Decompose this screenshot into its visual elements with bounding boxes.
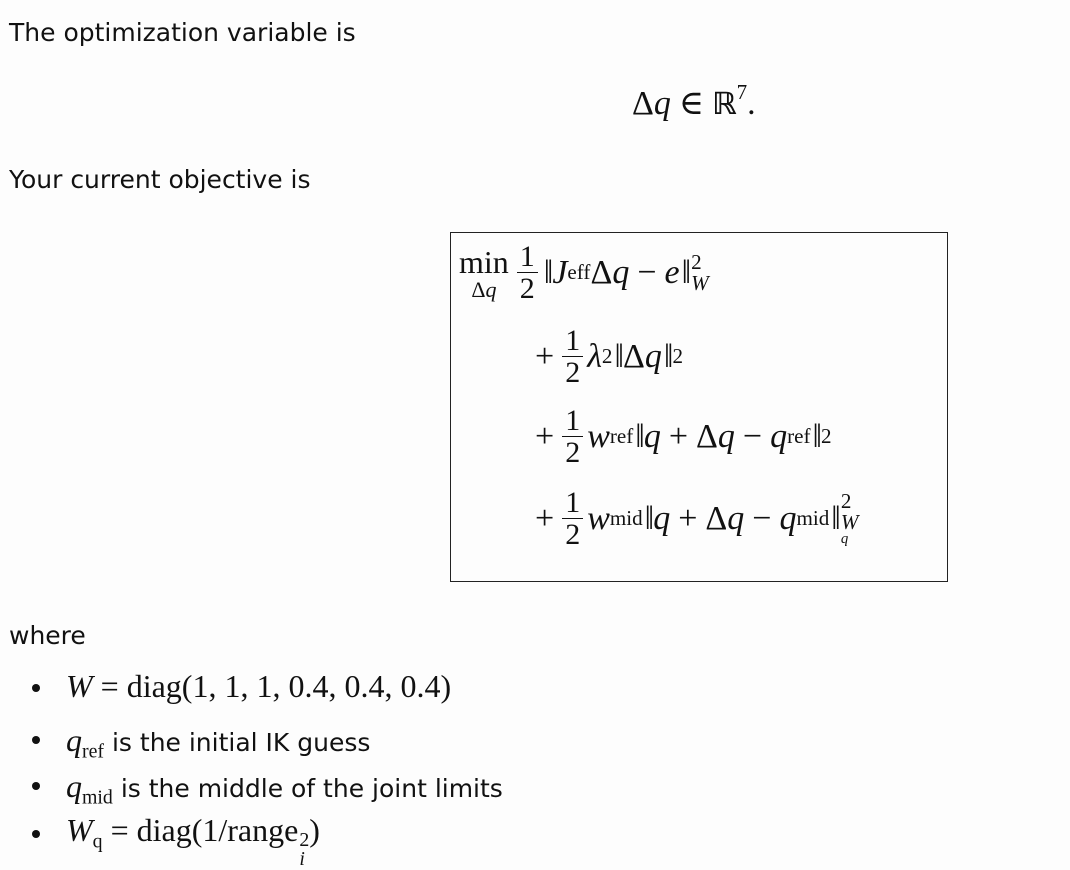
bullet-dot xyxy=(32,684,40,692)
variable-equation: Δq ∈ ℝ$^7$. xyxy=(632,80,756,123)
objective-row-2: + $\frac{1}{2}$ λ 2 ‖ Δ q ‖ 2 xyxy=(535,324,683,389)
objective-box xyxy=(450,232,948,582)
objective-row-1: min Δq $\frac{1}{2}$ ‖ J eff Δ q − e ‖ 2 W xyxy=(459,240,709,305)
bullet-dot xyxy=(32,736,40,744)
qref-description: is the initial IK guess xyxy=(111,728,371,757)
where-text: where xyxy=(9,621,86,650)
objective-row-4: + $\frac{1}{2}$ w mid ‖ q + Δ q − q mid ‖ 2 W q xyxy=(535,486,859,551)
objective-row-3: + $\frac{1}{2}$ w ref ‖ q + Δ q − q ref ‖ 2 xyxy=(535,404,832,469)
objective-intro-text: Your current objective is xyxy=(9,165,311,194)
intro-text: The optimization variable is xyxy=(9,18,356,47)
bullet-dot xyxy=(32,782,40,790)
bullet-dot xyxy=(32,830,40,838)
qmid-description: is the middle of the joint limits xyxy=(120,774,503,803)
